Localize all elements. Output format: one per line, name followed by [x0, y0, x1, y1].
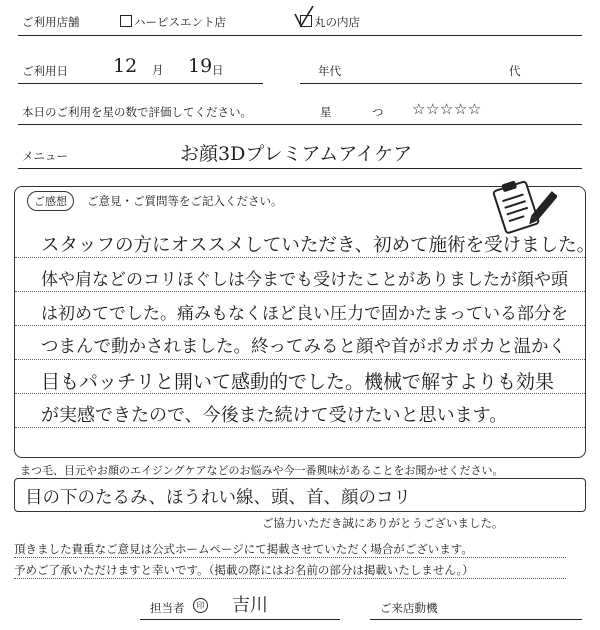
store-option-herbis-label: ハービスエント店	[134, 15, 226, 29]
writing-line	[15, 291, 585, 292]
impressions-tag: ご感想	[27, 191, 74, 211]
writing-line	[15, 325, 585, 326]
rating-label: 星	[320, 105, 332, 119]
store-rule	[18, 35, 582, 36]
rating-stars[interactable]: ☆☆☆☆☆	[412, 100, 482, 118]
impression-line-5: 目もパッチリと開いて感動的でした。機械で解すよりも効果	[41, 371, 555, 393]
store-option-marunouchi-label: 丸の内店	[314, 15, 360, 29]
rating-prompt: 本日のご利用を星の数で評価してください。	[22, 105, 252, 119]
menu-value: お顔3Dプレミアムアイケア	[180, 143, 413, 165]
concerns-panel	[14, 478, 586, 512]
store-label: ご利用店舗	[22, 15, 80, 29]
writing-line	[15, 257, 585, 258]
age-unit: 代	[509, 64, 521, 78]
clipboard-pencil-icon	[487, 177, 557, 235]
impression-line-4: つまんで動かされました。終ってみると顔や首がポカポカと温かく	[41, 337, 566, 357]
date-day-unit: 日	[212, 63, 224, 77]
date-month-value: 12	[113, 55, 138, 77]
staff-label: 担当者	[150, 601, 185, 615]
impressions-panel	[14, 186, 596, 458]
date-day-value: 19	[188, 55, 213, 77]
rating-unit: つ	[372, 105, 384, 119]
impression-line-2: 体や肩などのコリほぐしは今までも受けたことがありましたが顔や頭	[41, 270, 568, 290]
thanks-text: ご協力いただき誠にありがとうございました。	[262, 516, 504, 530]
date-month-unit: 月	[152, 63, 164, 77]
checkbox-herbis[interactable]	[120, 15, 132, 27]
rating-rule	[18, 124, 582, 125]
impression-line-1: スタッフの方にオススメしていただき、初めて施術を受けました。	[41, 235, 596, 256]
notice-line-1: 頂きました貴重なご意見は公式ホームページにて掲載させていただく場合がございます。	[14, 542, 473, 556]
age-rule	[300, 83, 582, 84]
visit-label: ご来店動機	[380, 601, 438, 615]
impressions-prompt: ご意見・ご質問等をご記入ください。	[87, 194, 283, 208]
age-label: 年代	[318, 64, 341, 78]
staff-seal-mark: 印	[193, 598, 208, 613]
notice-underline-1	[14, 557, 566, 558]
writing-line	[15, 427, 585, 428]
staff-name: 吉川	[232, 595, 268, 616]
impression-line-6: が実感できたので、今後また続けて受けたいと思います。	[41, 405, 508, 426]
visit-rule	[370, 619, 582, 620]
concerns-prompt: まつ毛、目元やお顔のエイジングケアなどのお悩みや今一番興味があることをお聞かせください。	[20, 464, 504, 477]
impression-line-3: は初めてでした。痛みもなくほど良い圧力で固かたまっている部分を	[41, 304, 568, 324]
staff-rule	[140, 619, 340, 620]
notice-underline-2	[14, 578, 566, 579]
menu-label: メニュー	[22, 149, 68, 163]
date-rule	[18, 83, 263, 84]
concerns-answer: 目の下のたるみ、ほうれい線、頭、首、顔のコリ	[25, 488, 412, 508]
date-label: ご利用日	[22, 64, 68, 78]
store-option-herbis[interactable]	[120, 14, 226, 30]
menu-rule	[18, 168, 582, 169]
notice-line-2: 予めご了承いただけますと幸いです。（掲載の際にはお名前の部分は掲載いたしません。）	[14, 563, 474, 577]
check-mark-icon	[293, 4, 315, 30]
writing-line	[15, 359, 585, 360]
